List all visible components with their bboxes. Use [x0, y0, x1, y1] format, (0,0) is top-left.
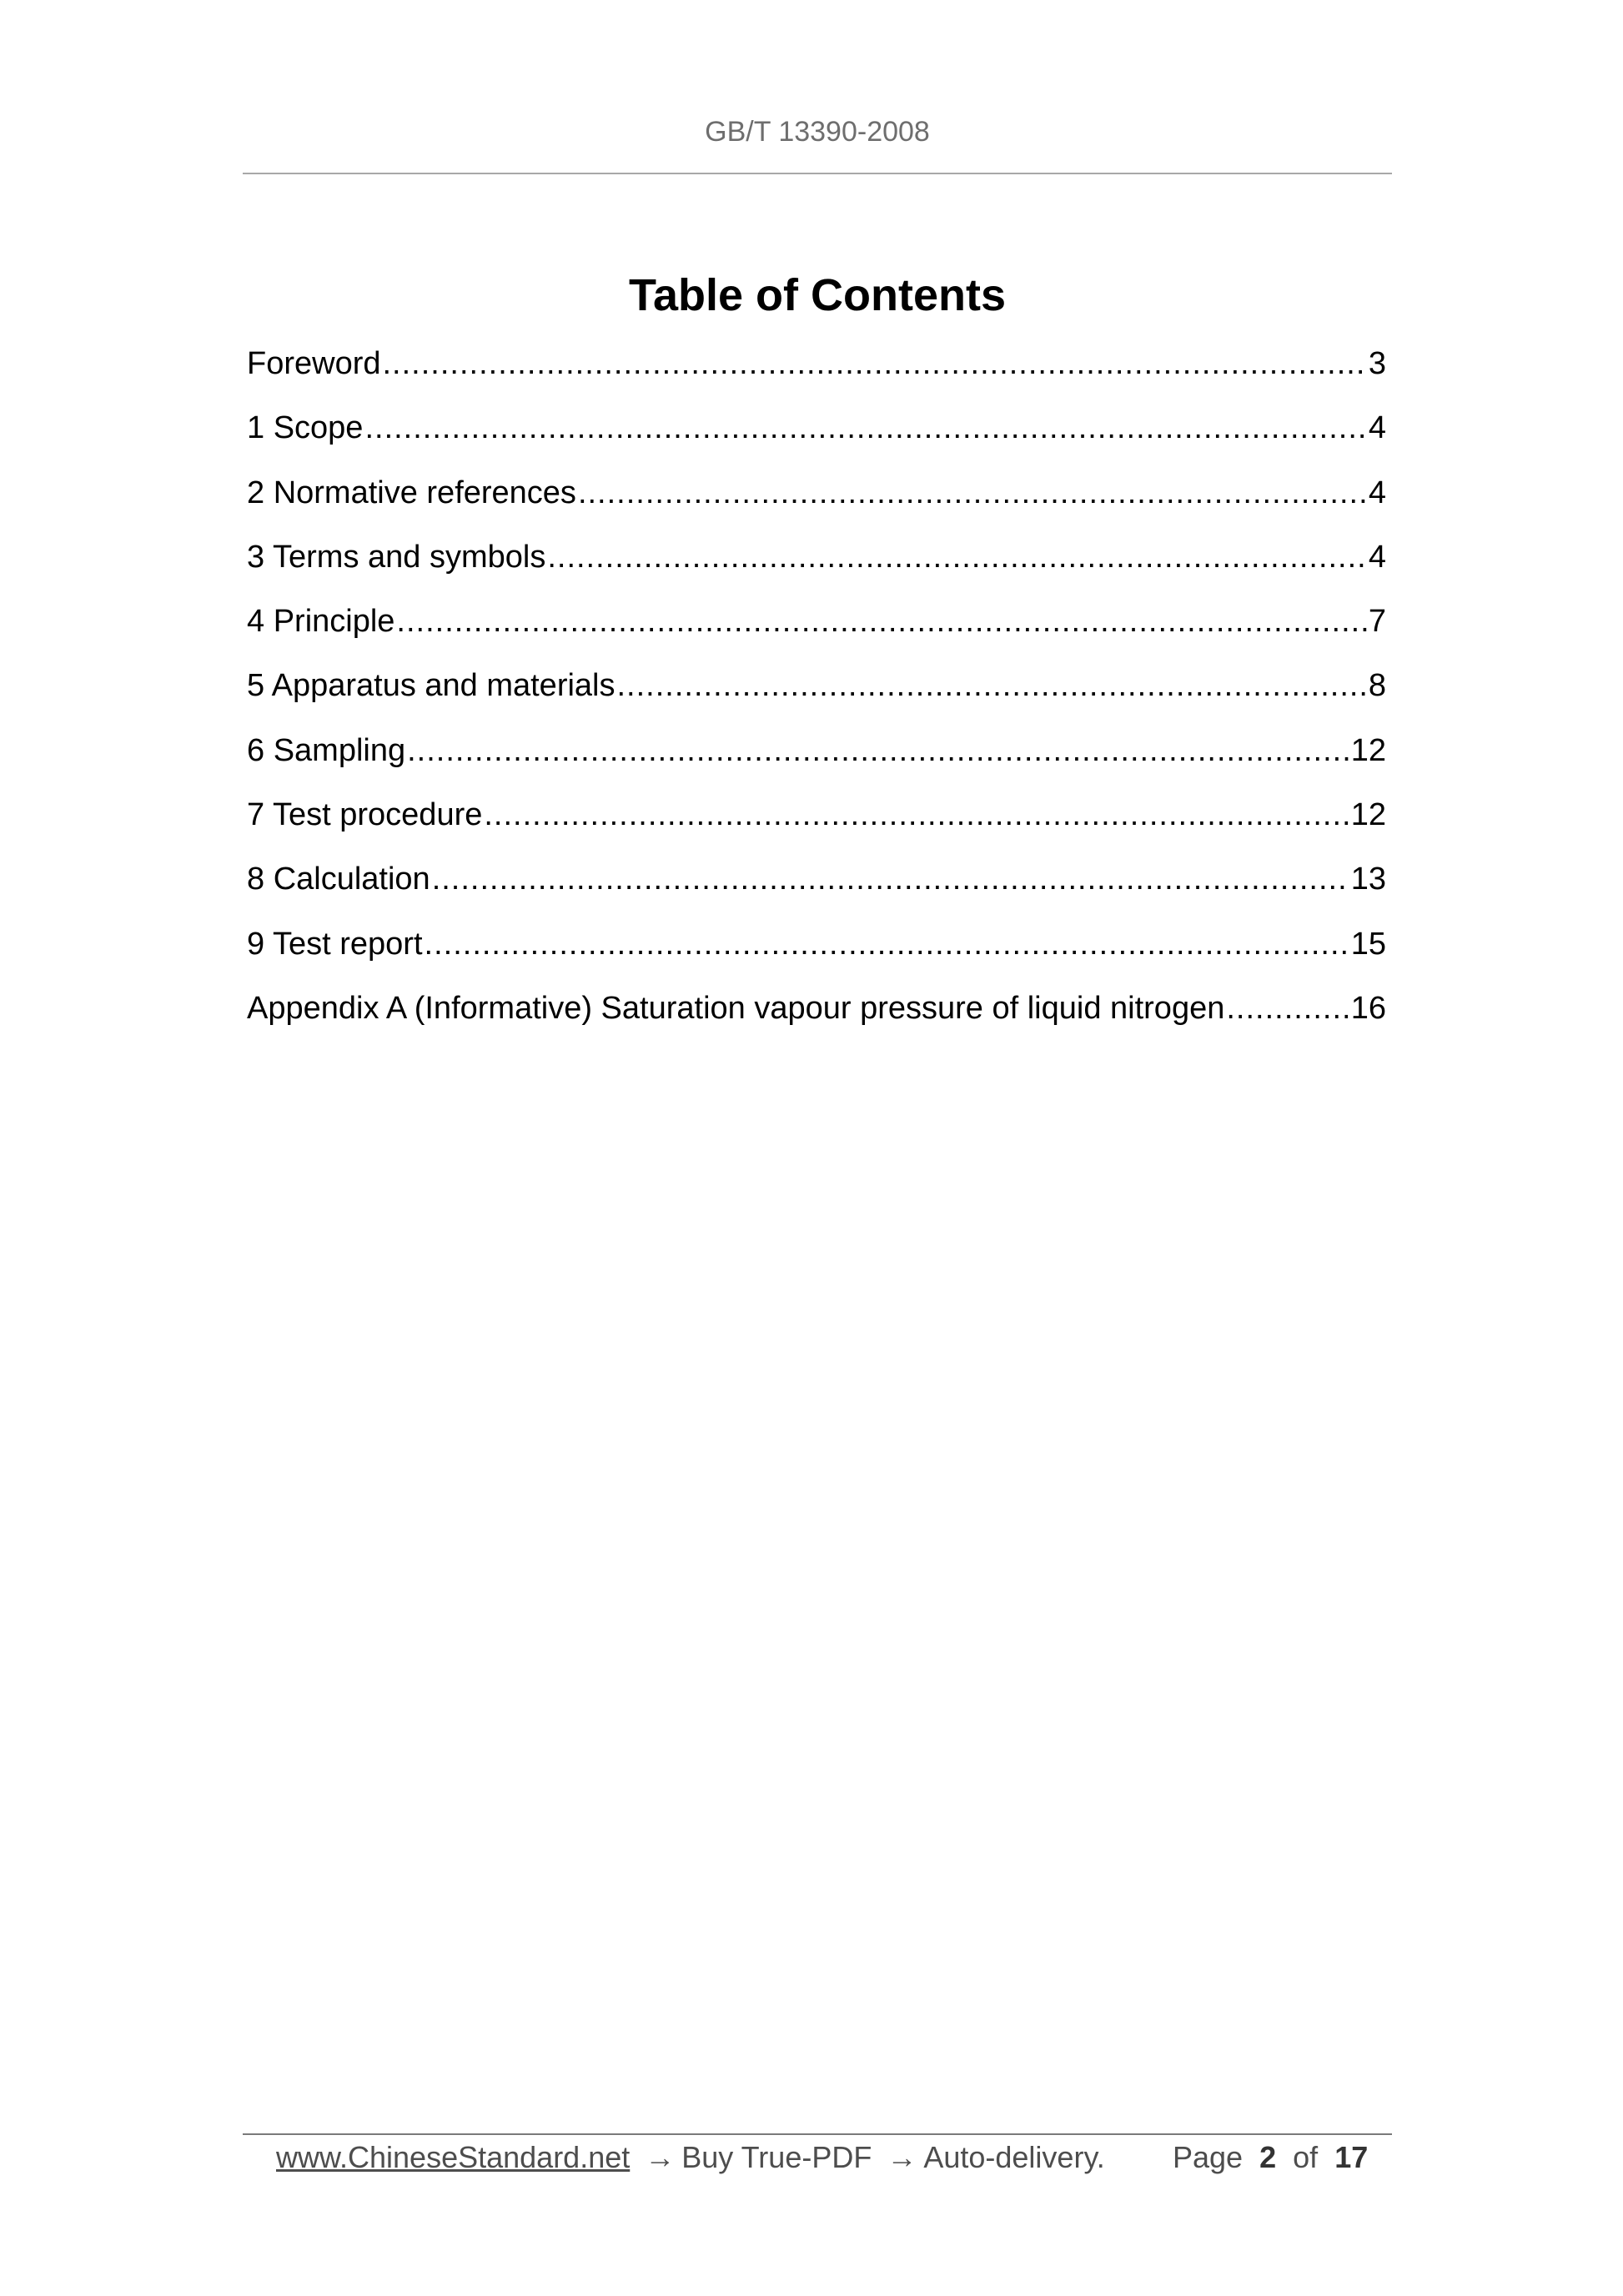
toc-entry-page: 15 — [1350, 926, 1386, 962]
toc-entry-calculation[interactable] — [247, 859, 1386, 923]
of-word: of — [1293, 2140, 1319, 2174]
toc-entry-label: Appendix A (Informative) Saturation vapour pressure of liquid nitrogen — [247, 990, 1225, 1026]
arrow-right-icon: → — [887, 2140, 917, 2174]
toc-entry-page: 4 — [1368, 410, 1386, 446]
page-word: Page — [1173, 2140, 1244, 2174]
toc-entry-page: 16 — [1350, 990, 1386, 1026]
toc-entry-appendix-a[interactable] — [247, 988, 1386, 1053]
toc-entry-label: 7 Test procedure — [247, 797, 483, 833]
toc-dot-leader — [425, 924, 1349, 964]
toc-dot-leader — [578, 473, 1367, 513]
toc-entry-page: 12 — [1350, 797, 1386, 833]
toc-dot-leader — [407, 731, 1349, 771]
toc-entry-page: 12 — [1350, 732, 1386, 768]
toc-entry-label: Foreword — [247, 346, 381, 381]
toc-entry-label: 2 Normative references — [247, 475, 576, 510]
toc-dot-leader — [383, 344, 1367, 384]
toc-entry-label: 9 Test report — [247, 926, 423, 962]
page-footer — [276, 2138, 1369, 2178]
toc-entry-page: 13 — [1350, 862, 1386, 897]
toc-entry-label: 6 Sampling — [247, 732, 406, 768]
toc-entry-page: 7 — [1368, 604, 1386, 640]
toc-entry-sampling[interactable] — [247, 731, 1386, 795]
page-number-indicator — [1173, 2138, 1368, 2178]
toc-entry-test-report[interactable] — [247, 924, 1386, 988]
toc-entry-label: 4 Principle — [247, 604, 395, 640]
buy-true-pdf-text: Buy True-PDF — [681, 2140, 872, 2174]
toc-entry-scope[interactable] — [247, 408, 1386, 472]
toc-dot-leader — [1226, 988, 1349, 1028]
toc-entry-page: 8 — [1368, 668, 1386, 704]
website-link[interactable]: www.ChineseStandard.net — [276, 2140, 631, 2174]
document-id-header: GB/T 13390-2008 — [705, 116, 930, 148]
toc-dot-leader — [547, 537, 1367, 577]
header-divider — [243, 173, 1392, 174]
toc-entry-label: 8 Calculation — [247, 862, 430, 897]
toc-title: Table of Contents — [629, 270, 1006, 321]
footer-divider — [243, 2133, 1392, 2135]
toc-dot-leader — [364, 408, 1366, 448]
toc-entry-page: 3 — [1368, 346, 1386, 381]
toc-entry-foreword[interactable] — [247, 344, 1386, 408]
toc-dot-leader — [484, 795, 1349, 835]
toc-entry-normative-references[interactable] — [247, 473, 1386, 537]
total-pages-number: 17 — [1334, 2140, 1369, 2174]
toc-entry-page: 4 — [1368, 539, 1386, 575]
toc-entry-label: 3 Terms and symbols — [247, 539, 546, 575]
toc-entry-page: 4 — [1368, 475, 1386, 510]
toc-dot-leader — [432, 859, 1349, 899]
toc-entry-label: 1 Scope — [247, 410, 364, 446]
toc-entry-apparatus-and-materials[interactable] — [247, 666, 1386, 730]
toc-entry-label: 5 Apparatus and materials — [247, 668, 616, 704]
toc-dot-leader — [617, 666, 1367, 706]
arrow-right-icon: → — [645, 2140, 676, 2174]
auto-delivery-text: Auto-delivery. — [923, 2140, 1105, 2174]
toc-entry-principle[interactable] — [247, 601, 1386, 666]
current-page-number: 2 — [1259, 2140, 1277, 2174]
toc-list — [247, 344, 1386, 1053]
toc-dot-leader — [396, 601, 1366, 641]
toc-entry-terms-and-symbols[interactable] — [247, 537, 1386, 601]
toc-entry-test-procedure[interactable] — [247, 795, 1386, 859]
